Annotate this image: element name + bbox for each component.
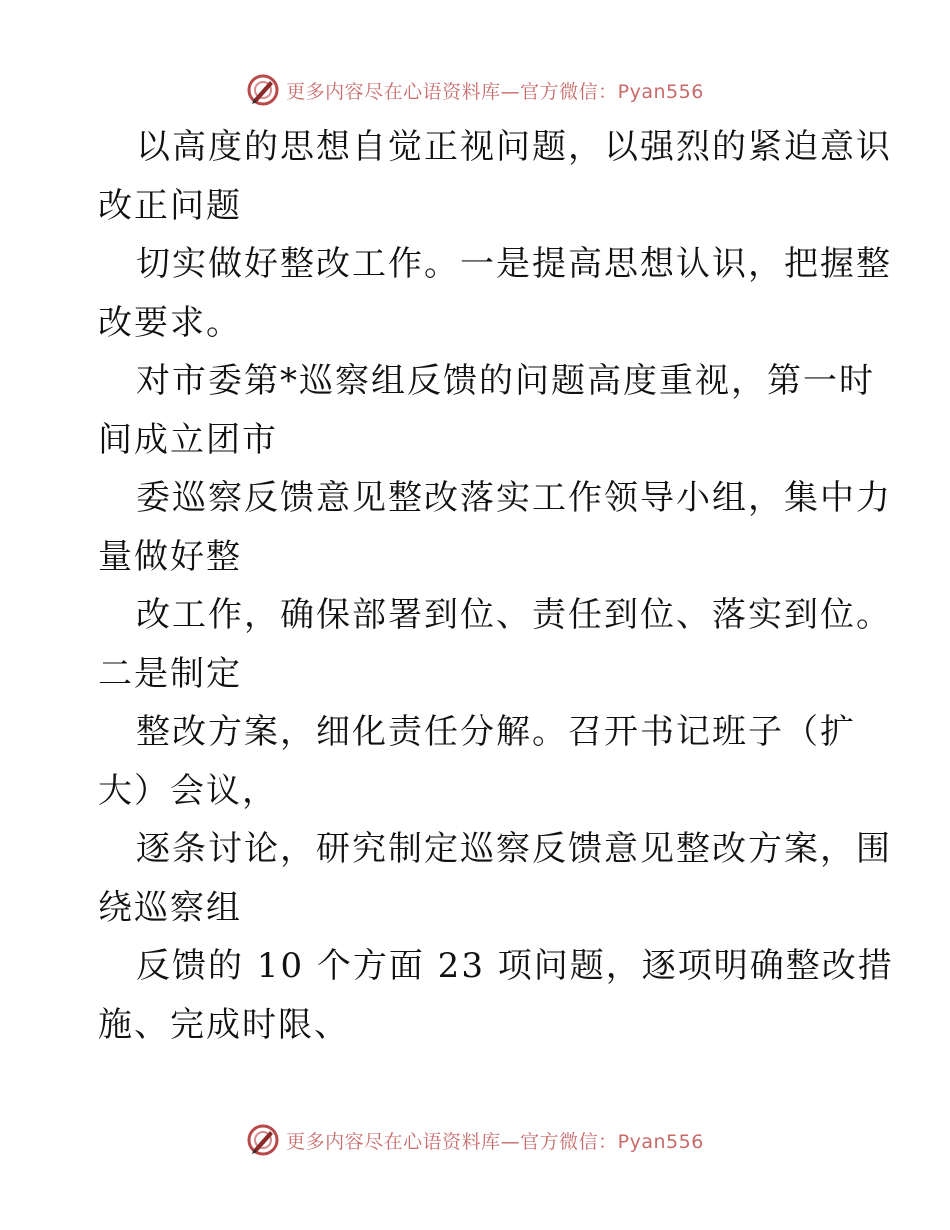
text-line: 切实做好整改工作。一是提高思想认识，把握整 [136,244,892,284]
text-line: 大）会议， [98,770,278,811]
text-line: 绕巡察组 [98,887,242,928]
text-line: 以高度的思想自觉正视问题，以强烈的紧迫意识 [136,127,892,167]
text-line: 整改方案，细化责任分解。召开书记班子（扩 [136,712,856,752]
header-banner-text: 更多内容尽在心语资料库—官方微信：Pyan556 [286,80,704,103]
text-line: 委巡察反馈意见整改落实工作领导小组，集中力 [136,478,892,518]
text-line: 间成立团市 [98,419,278,460]
header-banner [0,70,950,110]
text-line: 改工作，确保部署到位、责任到位、落实到位。 [136,595,892,635]
text-line: 量做好整 [98,536,242,577]
pen-logo-icon [246,73,280,107]
pen-logo-icon [246,1123,280,1157]
text-line: 改正问题 [98,185,242,226]
document-body [98,118,894,1054]
footer-banner-text: 更多内容尽在心语资料库—官方微信：Pyan556 [286,1130,704,1153]
text-line: 反馈的 10 个方面 23 项问题，逐项明确整改措 [136,946,894,986]
text-line: 逐条讨论，研究制定巡察反馈意见整改方案，围 [136,829,892,869]
footer-banner [0,1120,950,1160]
text-line: 对市委第*巡察组反馈的问题高度重视，第一时 [136,361,875,401]
text-line: 二是制定 [98,653,242,694]
text-line: 施、完成时限、 [98,1004,350,1045]
text-line: 改要求。 [98,302,242,343]
